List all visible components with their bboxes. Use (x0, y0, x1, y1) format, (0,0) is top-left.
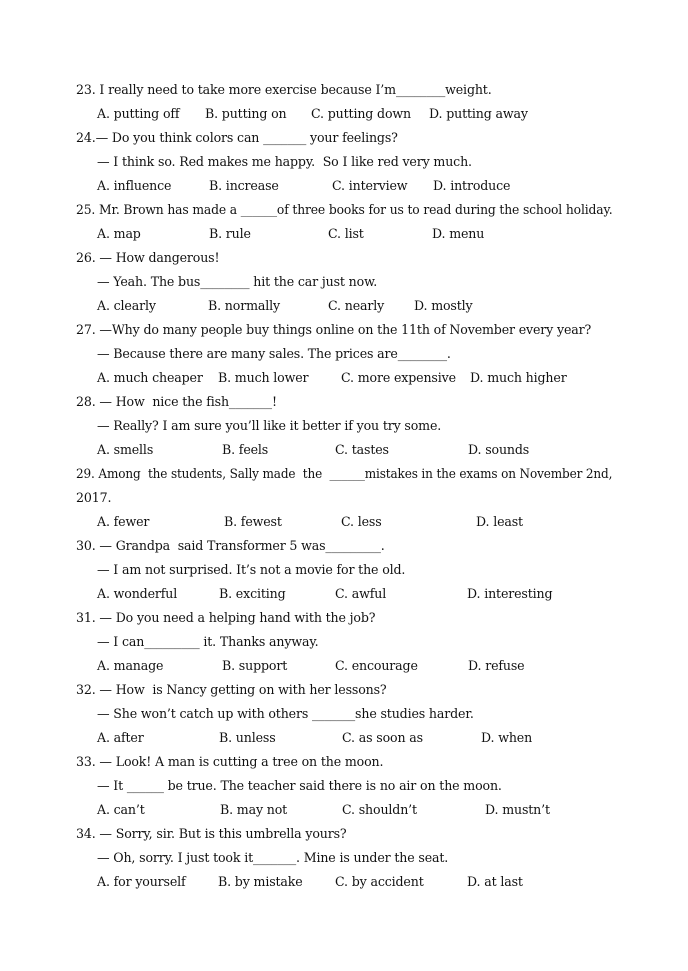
option-d: D. least (476, 514, 523, 529)
question-29-options (0, 514, 688, 530)
option-d: D. much higher (470, 370, 567, 385)
question-31-stem: 31. — Do you need a helping hand with the job? (76, 610, 376, 625)
option-a: A. fewer (97, 514, 150, 529)
option-d: D. sounds (468, 442, 530, 457)
option-a: A. putting off (97, 106, 180, 121)
question-32-options (0, 730, 688, 746)
question-29-stem: 29. Among the students, Sally made the ______mistakes in the exams on November 2nd, (76, 466, 613, 481)
option-a: A. manage (97, 658, 164, 673)
option-d: D. menu (432, 226, 485, 241)
option-a: A. after (97, 730, 144, 745)
question-25-stem: 25. Mr. Brown has made a ______of three books for us to read during the school holiday. (76, 202, 613, 217)
question-26-stem: 26. — How dangerous! (76, 250, 220, 265)
question-27-reply: — Because there are many sales. The prices are________. (97, 346, 451, 361)
option-d: D. mustn’t (485, 802, 550, 817)
question-33-reply: — It ______ be true. The teacher said there is no air on the moon. (97, 778, 502, 793)
option-b: B. putting on (205, 106, 287, 121)
option-d: D. interesting (467, 586, 553, 601)
question-29-stem-continued: 2017. (76, 490, 112, 505)
option-b: B. increase (209, 178, 279, 193)
option-c: C. more expensive (341, 370, 456, 385)
option-c: C. encourage (335, 658, 418, 673)
option-c: C. shouldn’t (342, 802, 417, 817)
question-32-reply: — She won’t catch up with others _______she studies harder. (97, 706, 474, 721)
option-d: D. putting away (429, 106, 528, 121)
question-33-stem: 33. — Look! A man is cutting a tree on the moon. (76, 754, 384, 769)
question-31-reply: — I can_________ it. Thanks anyway. (97, 634, 319, 649)
option-c: C. awful (335, 586, 387, 601)
question-28-reply: — Really? I am sure you’ll like it better if you try some. (97, 418, 442, 433)
option-b: B. rule (209, 226, 251, 241)
option-d: D. mostly (414, 298, 473, 313)
option-a: A. map (97, 226, 141, 241)
question-25-options (0, 226, 688, 242)
option-c: C. by accident (335, 874, 424, 889)
option-c: C. as soon as (342, 730, 423, 745)
option-a: A. clearly (97, 298, 156, 313)
option-b: B. normally (208, 298, 280, 313)
question-26-reply: — Yeah. The bus________ hit the car just now. (97, 274, 378, 289)
question-24-stem: 24.— Do you think colors can _______ your feelings? (76, 130, 398, 145)
option-b: B. support (222, 658, 288, 673)
option-c: C. less (341, 514, 382, 529)
question-23-options (0, 106, 688, 122)
option-a: A. can’t (97, 802, 145, 817)
option-c: C. tastes (335, 442, 389, 457)
option-c: C. nearly (328, 298, 385, 313)
option-c: C. list (328, 226, 364, 241)
option-b: B. unless (219, 730, 276, 745)
question-27-stem: 27. —Why do many people buy things online on the 11th of November every year? (76, 322, 592, 337)
option-b: B. fewest (224, 514, 282, 529)
option-d: D. introduce (433, 178, 511, 193)
option-a: A. influence (97, 178, 172, 193)
question-26-options (0, 298, 688, 314)
question-34-stem: 34. — Sorry, sir. But is this umbrella yours? (76, 826, 347, 841)
option-c: C. interview (332, 178, 408, 193)
question-34-reply: — Oh, sorry. I just took it_______. Mine is under the seat. (97, 850, 449, 865)
option-c: C. putting down (311, 106, 411, 121)
question-34-options (0, 874, 688, 890)
option-d: D. refuse (468, 658, 525, 673)
question-33-options (0, 802, 688, 818)
option-d: D. at last (467, 874, 523, 889)
option-b: B. exciting (219, 586, 286, 601)
question-24-reply: — I think so. Red makes me happy. So I like red very much. (97, 154, 472, 169)
question-24-options (0, 178, 688, 194)
option-a: A. smells (97, 442, 154, 457)
question-31-options (0, 658, 688, 674)
question-23-stem: 23. I really need to take more exercise because I’m________weight. (76, 82, 492, 97)
question-32-stem: 32. — How is Nancy getting on with her lessons? (76, 682, 387, 697)
option-b: B. feels (222, 442, 269, 457)
option-b: B. by mistake (218, 874, 303, 889)
question-30-stem: 30. — Grandpa said Transformer 5 was_________. (76, 538, 385, 553)
option-d: D. when (481, 730, 533, 745)
question-28-options (0, 442, 688, 458)
question-28-stem: 28. — How nice the fish_______! (76, 394, 277, 409)
question-30-options (0, 586, 688, 602)
question-30-reply: — I am not surprised. It’s not a movie for the old. (97, 562, 406, 577)
option-a: A. for yourself (97, 874, 186, 889)
option-b: B. much lower (218, 370, 309, 385)
option-b: B. may not (220, 802, 288, 817)
option-a: A. much cheaper (97, 370, 203, 385)
option-a: A. wonderful (97, 586, 178, 601)
question-27-options (0, 370, 688, 386)
